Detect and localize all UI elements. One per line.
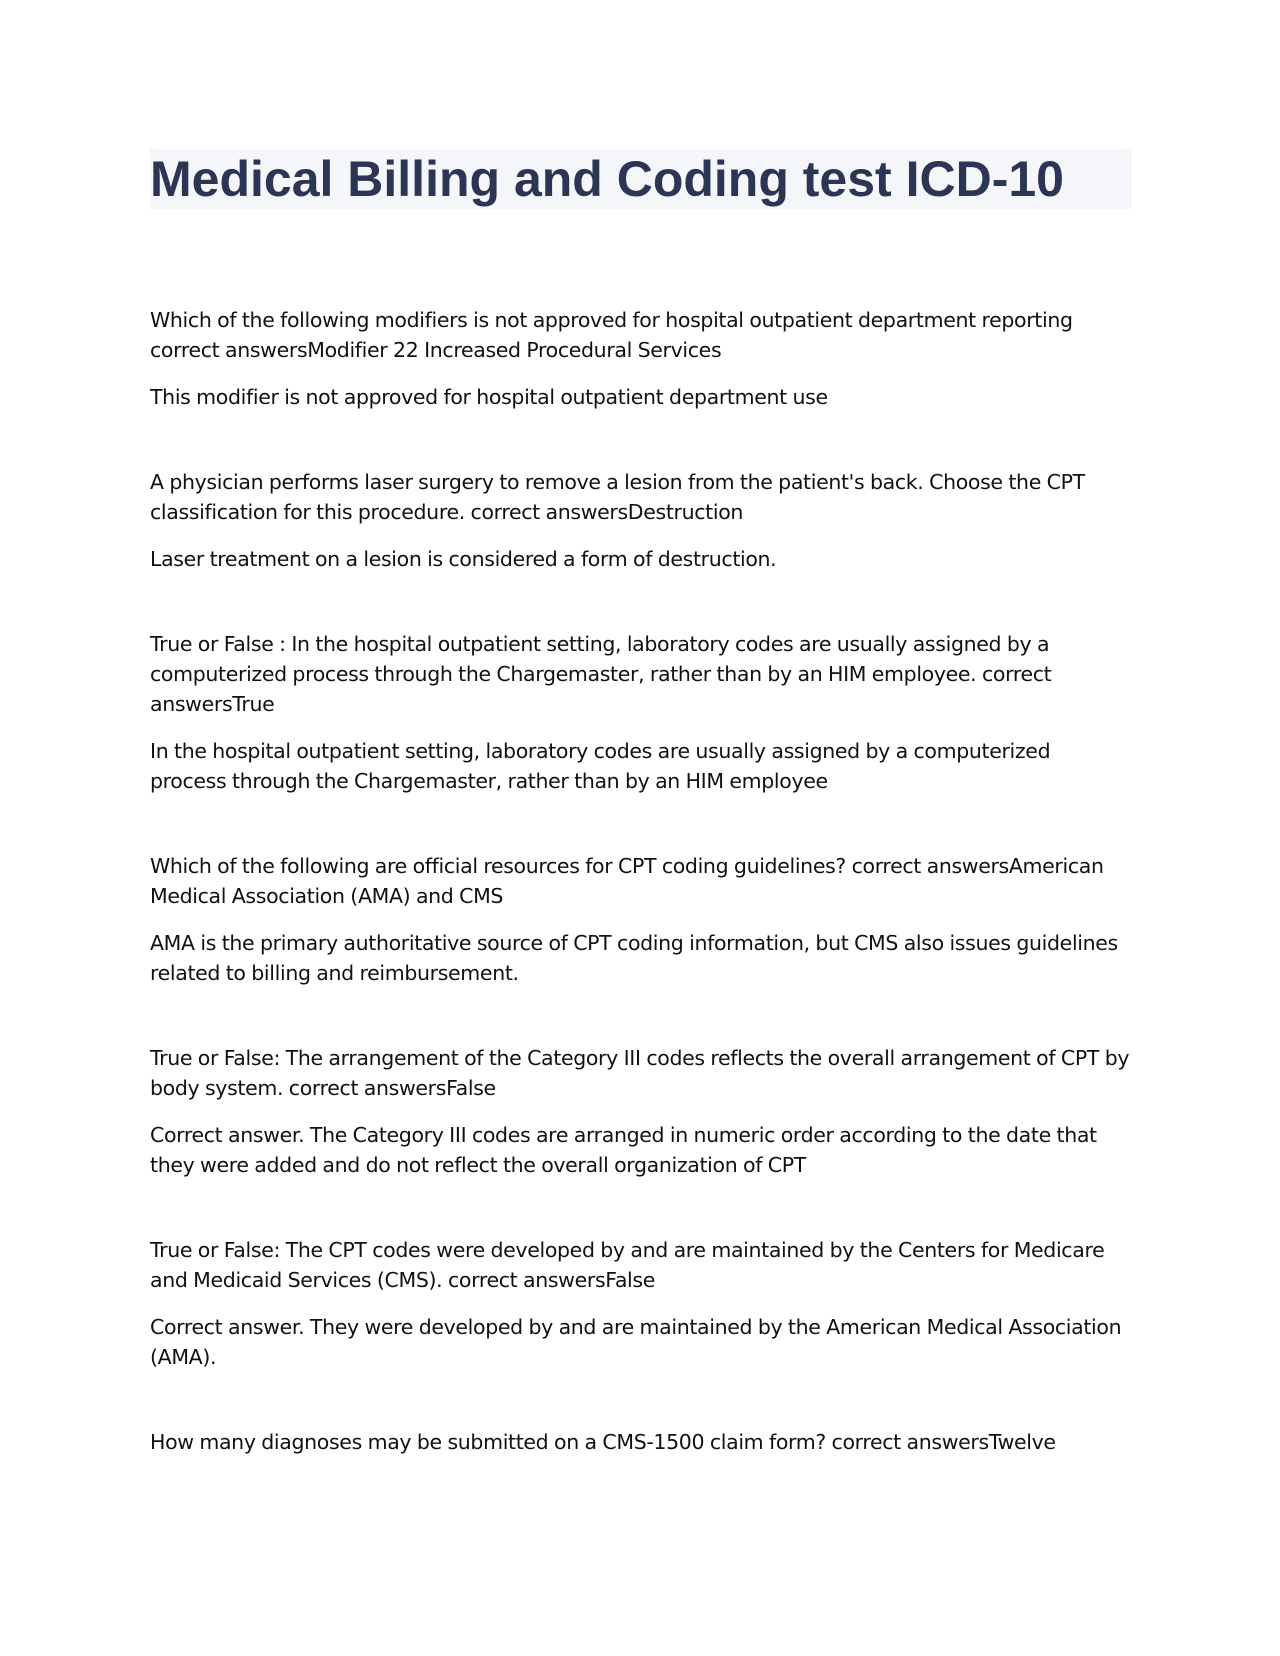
document-page [150, 149, 1132, 1512]
qa-question: How many diagnoses may be submitted on a CMS-1500 claim form? correct answersTwelve [150, 1430, 1056, 1454]
qa-item [150, 1427, 1132, 1457]
qa-question: Which of the following modifiers is not approved for hospital outpatient department reporting correct answersModifier 22 Increased Procedural Services [150, 308, 1073, 362]
qa-explanation: AMA is the primary authoritative source of CPT coding information, but CMS also issues guidelines related to billing and reimbursement. [150, 931, 1118, 985]
qa-question: Which of the following are official resources for CPT coding guidelines? correct answersAmerican Medical Association (AMA) and CMS [150, 854, 1104, 908]
qa-explanation: In the hospital outpatient setting, laboratory codes are usually assigned by a computerized process through the Chargemaster, rather than by an HIM employee [150, 739, 1051, 793]
qa-question: True or False: The CPT codes were developed by and are maintained by the Centers for Medicare and Medicaid Services (CMS). correct answersFalse [150, 1238, 1105, 1292]
qa-item [150, 305, 1132, 412]
qa-explanation: This modifier is not approved for hospital outpatient department use [150, 385, 828, 409]
qa-explanation: Correct answer. The Category III codes are arranged in numeric order according to the date that they were added and do not reflect the overall organization of CPT [150, 1123, 1097, 1177]
qa-question: A physician performs laser surgery to remove a lesion from the patient's back. Choose the CPT classification for this procedure. correct answersDestruction [150, 470, 1085, 524]
qa-explanation: Laser treatment on a lesion is considered a form of destruction. [150, 547, 777, 571]
qa-item [150, 1043, 1132, 1180]
qa-question: True or False: The arrangement of the Category III codes reflects the overall arrangement of CPT by body system. correct answersFalse [150, 1046, 1130, 1100]
document-title: Medical Billing and Coding test ICD-10 [150, 149, 1132, 209]
qa-item [150, 467, 1132, 574]
qa-list [150, 305, 1132, 1457]
qa-question: True or False : In the hospital outpatient setting, laboratory codes are usually assigned by a computerized process through the Chargemaster, rather than by an HIM employee. correct answersTrue [150, 632, 1052, 716]
qa-item [150, 1235, 1132, 1372]
qa-item [150, 629, 1132, 796]
qa-item [150, 851, 1132, 988]
qa-explanation: Correct answer. They were developed by and are maintained by the American Medical Association (AMA). [150, 1315, 1122, 1369]
